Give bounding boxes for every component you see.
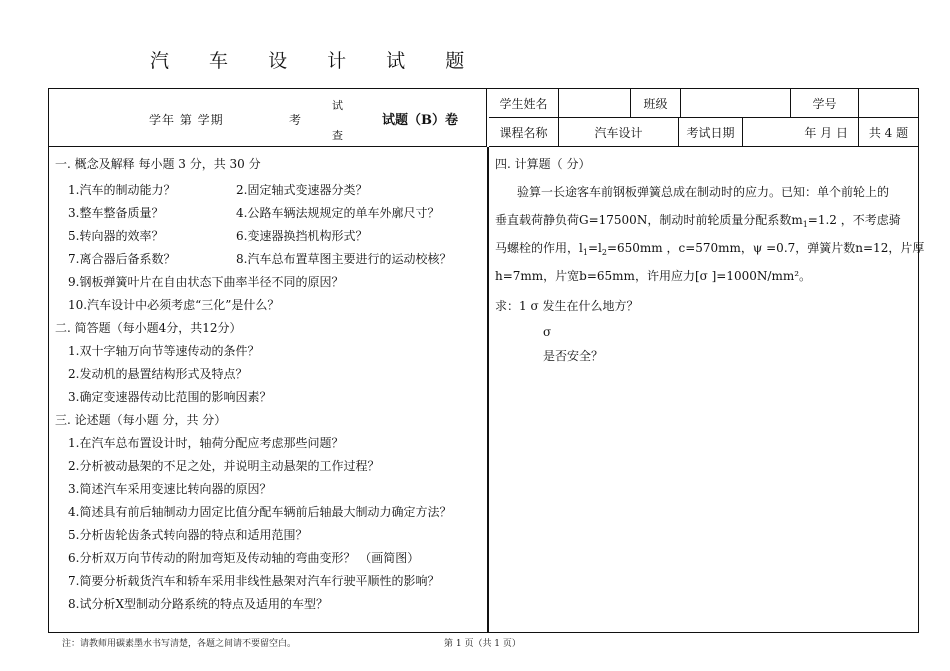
section1-row-4 <box>68 250 452 267</box>
question-text: 8.试分析X型制动分路系统的特点及适用的车型？ <box>68 597 328 611</box>
exam-date-label: 考试日期 <box>679 118 743 147</box>
question-text: 7.离合器后备系数？ <box>68 252 176 266</box>
question-text: 4.简述具有前后轴制动力固定比值分配车辆前后轴最大制动力确定方法？ <box>68 505 452 519</box>
question-text: 5.转向器的效率？ <box>68 229 164 243</box>
question-text: 3.确定变速器传动比范围的影响因素？ <box>68 390 272 404</box>
sigma-symbol: σ <box>543 325 552 339</box>
question-text: 1.双十字轴万向节等速传动的条件？ <box>68 344 260 358</box>
problem-line-3: 马螺栓的作用，$l_1=l_2=650mm$ ，c=570mm，ψ =0.7，弹簧片数n=12，片厚 <box>495 241 925 257</box>
question-text: 6.变速器换挡机构形式？ <box>236 229 368 243</box>
question-text: 7.简要分析载货汽车和轿车采用非线性悬架对汽车行驶平顺性的影响？ <box>68 574 440 588</box>
question-count: 共 4 题 <box>859 118 918 147</box>
exam-type-cha: 查 <box>332 129 343 142</box>
question-text: 2.发动机的悬置结构形式及特点？ <box>68 367 248 381</box>
class-label: 班级 <box>631 89 681 118</box>
question-text: 3.整车整备质量？ <box>68 206 164 220</box>
problem-ask: 求：1 σ 发生在什么地方？ <box>495 299 639 313</box>
student-name-field[interactable] <box>559 89 631 118</box>
section3-heading: 三. 论述题（每小题 分，共 分） <box>55 413 227 427</box>
question-text: 1.汽车的制动能力？ <box>68 183 176 197</box>
academic-year-label: 学年 第 学期 <box>149 113 224 127</box>
question-text: 10.汽车设计中必须考虑“三化”是什么？ <box>68 298 280 312</box>
question-text: 9.钢板弹簧叶片在自由状态下曲率半径不同的原因？ <box>68 275 344 289</box>
class-field[interactable] <box>681 89 791 118</box>
exam-type-shi: 试 <box>332 99 343 112</box>
problem-line-2: 垂直载荷静负荷G=17500N，制动时前轮质量分配系数$m_1=1.2$ ，不考虑骑 <box>495 213 901 229</box>
question-text: 6.分析双万向节传动的附加弯矩及传动轴的弯曲变形？ （画简图） <box>68 551 420 565</box>
section4-heading: 四. 计算题（ 分） <box>495 157 591 171</box>
page-title: 汽 车 设 计 试 题 <box>150 50 482 72</box>
section1-heading: 一. 概念及解释 每小题 3 分，共 30 分 <box>55 157 261 171</box>
problem-line-1: 验算一长途客车前钢板弹簧总成在制动时的应力。已知：单个前轮上的 <box>517 185 890 199</box>
section1-row-2 <box>68 204 440 221</box>
exam-paper-frame <box>48 88 925 633</box>
footer-page: 第 1 页（共 1 页） <box>444 639 521 649</box>
question-text: 3.简述汽车采用变速比转向器的原因？ <box>68 482 272 496</box>
footer-note: 注：请教师用碳素墨水书写清楚，各题之间请不要留空白。 <box>62 639 297 649</box>
problem-safe: 是否安全？ <box>543 349 604 363</box>
course-name-value: 汽车设计 <box>559 118 679 147</box>
column-divider <box>487 147 489 632</box>
course-name-label: 课程名称 <box>489 118 559 147</box>
question-text: 1.在汽车总布置设计时，轴荷分配应考虑那些问题？ <box>68 436 344 450</box>
exam-date-value: 年 月 日 <box>743 118 859 147</box>
exam-header-left <box>49 89 487 147</box>
section1-row-3 <box>68 227 368 244</box>
exam-type-kao: 考 <box>289 113 302 127</box>
student-id-field[interactable] <box>859 89 918 118</box>
student-id-label: 学号 <box>791 89 859 118</box>
paper-version-label: 试题（B）卷 <box>382 113 458 128</box>
question-text: 8.汽车总布置草图主要进行的运动校核？ <box>236 252 452 266</box>
question-text: 4.公路车辆法规规定的单车外廓尺寸？ <box>236 206 440 220</box>
question-text: 5.分析齿轮齿条式转向器的特点和适用范围？ <box>68 528 308 542</box>
question-text: 2.固定轴式变速器分类？ <box>236 183 368 197</box>
student-name-label: 学生姓名 <box>489 89 559 118</box>
section1-row-1 <box>68 181 368 198</box>
problem-line-4: h=7mm，片宽b=65mm，许用应力[σ ]=1000N/mm²。 <box>495 269 812 283</box>
section2-heading: 二. 简答题（每小题4分，共12分） <box>55 321 242 335</box>
question-text: 2.分析被动悬架的不足之处，并说明主动悬架的工作过程？ <box>68 459 380 473</box>
